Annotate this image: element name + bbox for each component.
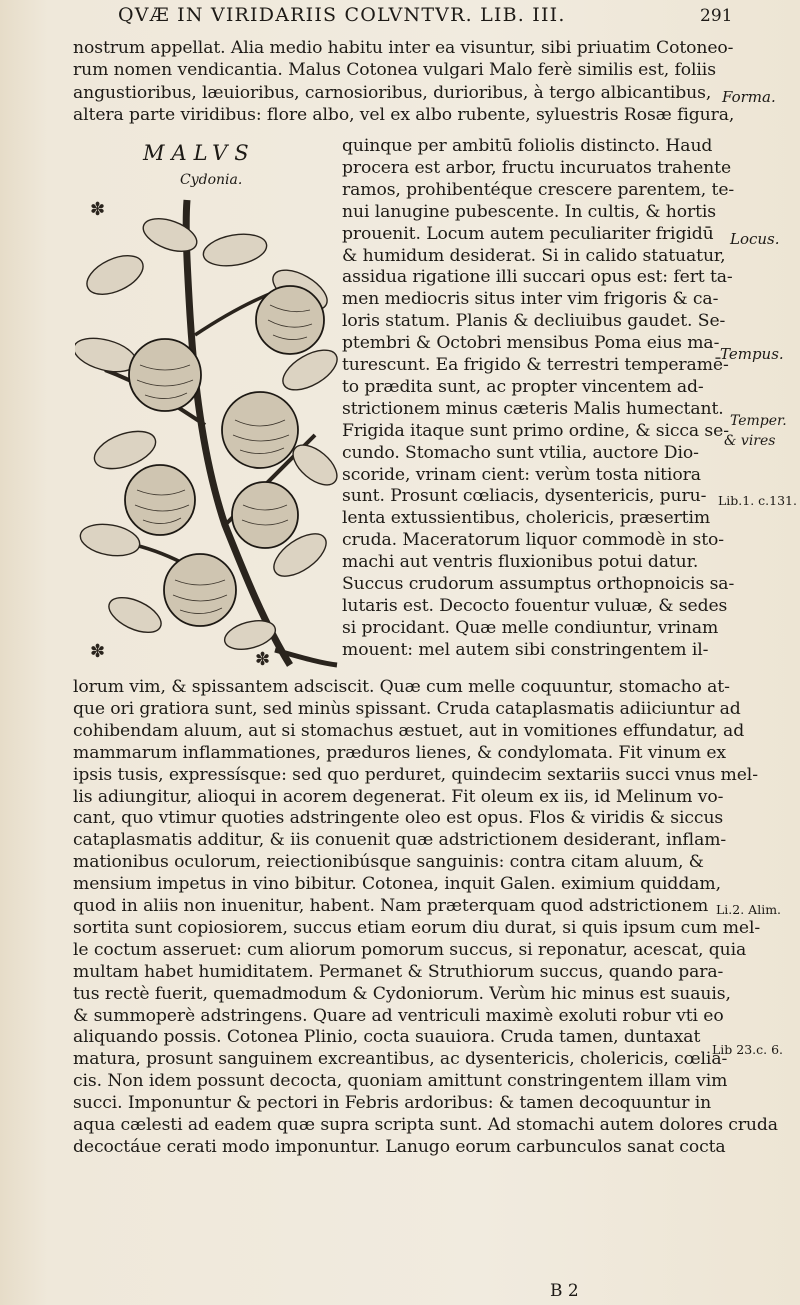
text-line: procera est arbor, fructu incuruatos trahente [342,157,732,178]
svg-text:✽: ✽ [90,641,106,662]
text-line: cant, quo vtimur quoties adstringente oleo est opus. Flos & viridis & siccus [73,808,724,829]
text-line: altera parte viridibus: flore albo, vel ex albo rubente, syluestris Rosæ figura, [73,104,735,125]
text-line: tus rectè fuerit, quemadmodum & Cydoniorum. Verùm hic minus est suauis, [73,983,731,1004]
text-line: nui lanugine pubescente. In cultis, & hortis [342,201,717,222]
text-line: Succus crudorum assumptus orthopnoicis sa- [342,574,735,594]
text-line: lutaris est. Decocto fouentur vuluæ, & sedes [342,595,728,616]
text-line: que ori gratiora sunt, sed minùs spissant. Cruda cataplasmatis adiiciuntur ad [73,698,741,719]
text-line: ramos, prohibentéque crescere parentem, te- [342,179,735,200]
text-line: le coctum asseruet: cum aliorum pomorum succus, si reponatur, acescat, quia [73,939,747,960]
text-line: quinque per ambitū foliolis distincto. Haud [342,136,713,156]
margin-note-li2: Li.2. Alim. [716,902,782,917]
signature-mark: B 2 [550,1281,579,1301]
text-line: quod in aliis non inuenitur, habent. Nam præterquam quod adstrictionem [73,896,709,916]
text-line: cundo. Stomacho sunt vtilia, auctore Dio- [342,442,699,463]
svg-text:✽: ✽ [255,649,271,670]
text-line: assidua rigatione illi succari opus est: fert ta- [342,267,733,288]
running-header [118,4,758,26]
margin-note-tempus: Tempus. [720,345,784,363]
text-line: mensium impetus in vino bibitur. Cotonea, inquit Galen. eximium quiddam, [73,874,721,895]
text-line: nostrum appellat. Alia medio habitu inter ea visuntur, sibi priuatim Cotoneo- [73,38,734,58]
text-line: ipsis tusis, expressísque: sed quo perduret, quindecim sextariis succi vnus mel- [73,764,758,785]
margin-note-lib23: Lib 23.c. 6. [712,1042,784,1057]
page-number: 291 [700,6,733,26]
text-line: matura, prosunt sanguinem excreantibus, ac dysentericis, cholericis, cœlia- [73,1049,728,1070]
text-line: sortita sunt copiosiorem, succus etiam eorum diu durat, si quis ipsum cum mel- [73,917,761,938]
text-line: mationibus oculorum, reiectionibúsque sanguinis: contra citam aluum, & [73,852,704,873]
text-line: ptembri & Octobri mensibus Poma eius ma- [342,333,720,354]
svg-text:✽: ✽ [90,199,106,220]
text-line: to prædita sunt, ac propter vincentem ad- [342,376,704,397]
margin-note-forma: Forma. [722,88,776,106]
text-line: decoctáue cerati modo imponuntur. Lanugo eorum carbunculos sanat cocta [73,1136,726,1157]
text-line: rum nomen vendicantia. Malus Cotonea vulgari Malo ferè similis est, foliis [73,60,716,81]
text-line: cis. Non idem possunt decocta, quoniam amittunt constringentem illam vim [73,1071,728,1092]
text-line: mammarum inflammationes, præduros lienes, & condylomata. Fit vinum ex [73,742,726,763]
illustration-caption: MALVS [143,141,256,165]
text-line: sunt. Prosunt cœliacis, dysentericis, puru- [342,486,707,507]
text-line: strictionem minus cæteris Malis humectant. [342,398,724,419]
text-line: & humidum desiderat. Si in calido statuatur, [342,245,726,266]
text-line: si procidant. Quæ melle condiuntur, vrinam [342,617,719,638]
text-line: & summoperè adstringens. Quare ad ventriculi maximè exoluti robur vti eo [73,1005,724,1026]
margin-note-temper: Temper. [730,413,787,429]
text-line: prouenit. Locum autem peculiariter frigidū [342,223,714,244]
text-line: scoride, vrinam cient: verùm tosta nitiora [342,464,701,485]
margin-note-vires: & vires [724,433,776,449]
text-line: angustioribus, læuioribus, carnosioribus, durioribus, à tergo albicantibus, [73,82,712,103]
text-line: aqua cælesti ad eadem quæ supra scripta sunt. Ad stomachi autem dolores cruda [73,1115,778,1135]
text-line: lis adiungitur, alioqui in acorem degenerat. Fit oleum ex iis, id Melinum vo- [73,786,724,807]
text-line: Frigida itaque sunt primo ordine, & sicca se- [342,420,729,441]
text-line: multam habet humiditatem. Permanet & Struthiorum succus, quando para- [73,961,724,982]
running-title: QVÆ IN VIRIDARIIS COLVNTVR. LIB. III. [118,4,566,26]
quince-branch-woodcut-icon [75,195,340,680]
text-line: succi. Imponuntur & pectori in Febris ardoribus: & tamen decoquuntur in [73,1093,712,1114]
margin-note-lib1: Lib.1. c.131. [718,493,797,508]
illustration-subcaption: Cydonia. [180,172,243,188]
text-line: cruda. Maceratorum liquor commodè in sto- [342,530,724,551]
text-line: men mediocris situs inter vim frigoris & ca- [342,289,719,310]
text-line: cataplasmatis additur, & iis conuenit quæ adstrictionem desiderant, inflam- [73,830,727,851]
text-line: turescunt. Ea frigido & terrestri temperamē- [342,355,729,375]
text-line: loris statum. Planis & decliuibus gaudet. Se- [342,311,726,332]
text-line: aliquando possis. Cotonea Plinio, cocta suauiora. Cruda tamen, duntaxat [73,1027,701,1048]
text-line: cohibendam aluum, aut si stomachus æstuet, aut in vomitiones effundatur, ad [73,720,745,741]
text-line: machi aut ventris fluxionibus potui datur. [342,552,699,573]
text-line: lenta extussientibus, cholericis, præsertim [342,508,711,529]
margin-note-locus: Locus. [730,230,780,248]
text-line: mouent: mel autem sibi constringentem il- [342,639,709,660]
text-line: lorum vim, & spissantem adsciscit. Quæ cum melle coquuntur, stomacho at- [73,677,730,697]
